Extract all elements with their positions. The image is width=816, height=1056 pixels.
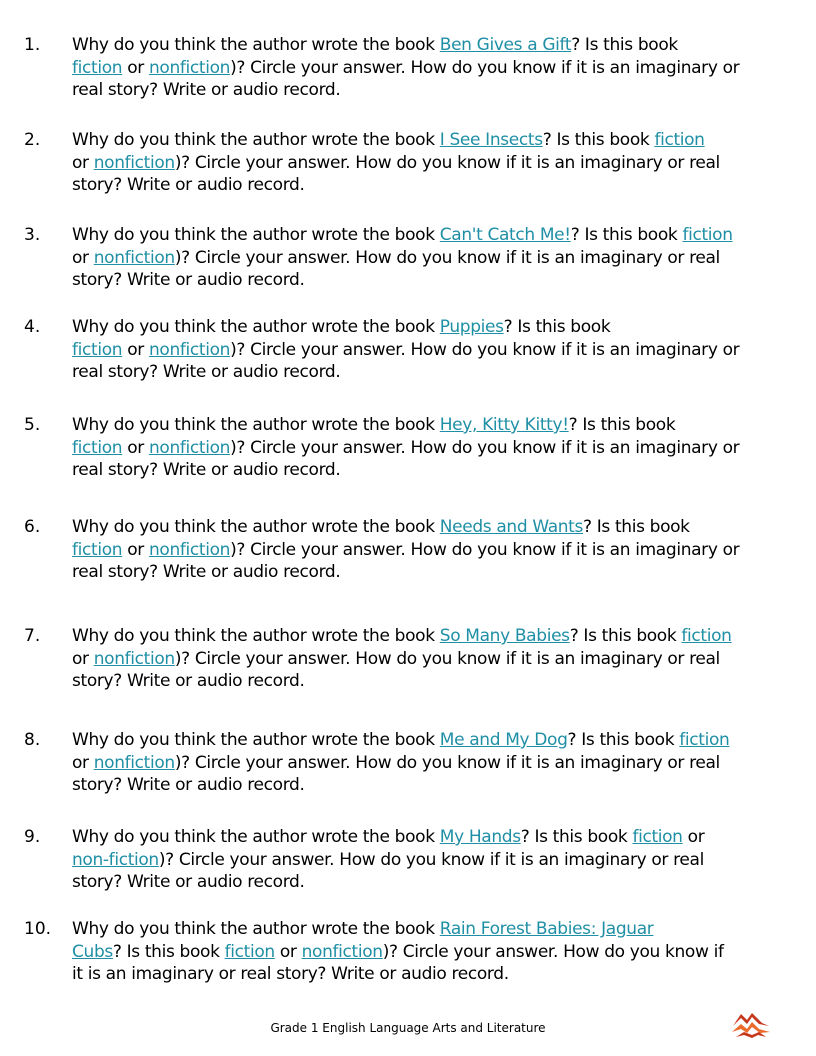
- question-number: 3.: [24, 225, 41, 245]
- question-number: 1.: [24, 35, 41, 55]
- book-link[interactable]: fiction: [679, 730, 730, 750]
- page-footer: Grade 1 English Language Arts and Literature: [270, 1021, 546, 1035]
- question-text-segment: Why do you think the author wrote the book: [72, 317, 440, 337]
- book-link[interactable]: Rain Forest Babies: Jaguar: [439, 919, 654, 939]
- book-link[interactable]: non-fiction: [72, 849, 159, 870]
- question-text-segment: real story? Write or audio record.: [72, 460, 341, 480]
- question-text-segment: real story? Write or audio record.: [72, 362, 341, 382]
- book-link[interactable]: Ben Gives a Gift: [439, 35, 572, 55]
- book-link[interactable]: Puppies: [439, 317, 504, 337]
- question-text-segment: )? Circle your answer. How do you know if: [382, 941, 724, 962]
- book-link[interactable]: Cubs: [72, 941, 113, 962]
- question-text-segment: it is an imaginary or real story? Write or audio record.: [72, 964, 509, 984]
- question-text-segment: Why do you think the author wrote the book: [72, 626, 440, 646]
- question-text-segment: ? Is this book: [571, 35, 678, 55]
- question-text-segment: or: [122, 339, 149, 360]
- book-link[interactable]: nonfiction: [301, 941, 383, 962]
- question-text: [72, 826, 794, 894]
- question-text: [72, 129, 794, 197]
- question-text-segment: )? Circle your answer. How do you know if it is an imaginary or: [230, 539, 740, 560]
- book-link[interactable]: nonfiction: [93, 247, 175, 268]
- question-text-segment: story? Write or audio record.: [72, 270, 305, 290]
- question-text-segment: or: [274, 941, 302, 962]
- question-text-segment: or: [72, 152, 94, 173]
- question-number: 6.: [24, 517, 41, 537]
- question-text-segment: Why do you think the author wrote the book: [72, 35, 440, 55]
- question-text-segment: real story? Write or audio record.: [72, 80, 341, 100]
- book-link[interactable]: fiction: [72, 437, 123, 458]
- question-text-segment: Why do you think the author wrote the book: [72, 517, 440, 537]
- question-number: 4.: [24, 317, 41, 337]
- question-text-segment: ? Is this book: [569, 626, 682, 646]
- question-text-segment: story? Write or audio record.: [72, 175, 305, 195]
- book-link[interactable]: fiction: [72, 339, 123, 360]
- question-text-segment: )? Circle your answer. How do you know if it is an imaginary or: [230, 57, 740, 78]
- mountains-logo-icon: [732, 1012, 770, 1038]
- book-link[interactable]: nonfiction: [93, 152, 175, 173]
- book-link[interactable]: nonfiction: [148, 437, 231, 458]
- question-text-segment: )? Circle your answer. How do you know if it is an imaginary or real: [174, 152, 720, 173]
- book-link[interactable]: Me and My Dog: [439, 730, 568, 750]
- question-text: [72, 34, 794, 102]
- question-number: 2.: [24, 130, 41, 150]
- question-text-segment: ? Is this book: [583, 517, 690, 537]
- question-text-segment: Why do you think the author wrote the book: [72, 225, 440, 245]
- question-text-segment: Why do you think the author wrote the book: [72, 130, 440, 150]
- question-text-segment: Why do you think the author wrote the book: [72, 730, 440, 750]
- question-text: [72, 625, 794, 693]
- question-text-segment: ? Is this book: [520, 827, 633, 847]
- question-text-segment: )? Circle your answer. How do you know if it is an imaginary or real: [174, 247, 720, 268]
- question-text-segment: Why do you think the author wrote the book: [72, 827, 440, 847]
- book-link[interactable]: fiction: [632, 827, 683, 847]
- question-text-segment: ? Is this book: [570, 225, 683, 245]
- question-text-segment: story? Write or audio record.: [72, 671, 305, 691]
- book-link[interactable]: nonfiction: [93, 752, 175, 773]
- question-text-segment: )? Circle your answer. How do you know if it is an imaginary or real: [174, 752, 720, 773]
- question-text-segment: ? Is this book: [568, 415, 676, 435]
- book-link[interactable]: nonfiction: [148, 339, 231, 360]
- question-text: [72, 414, 794, 482]
- book-link[interactable]: Needs and Wants: [439, 517, 584, 537]
- book-link[interactable]: Hey, Kitty Kitty!: [439, 415, 569, 435]
- book-link[interactable]: fiction: [681, 626, 732, 646]
- book-link[interactable]: nonfiction: [148, 539, 231, 560]
- question-text-segment: or: [122, 437, 149, 458]
- book-link[interactable]: fiction: [654, 130, 705, 150]
- book-link[interactable]: nonfiction: [148, 57, 231, 78]
- question-text-segment: Why do you think the author wrote the book: [72, 415, 440, 435]
- question-text: [72, 918, 794, 986]
- question-text: [72, 224, 794, 292]
- question-number: 5.: [24, 415, 41, 435]
- question-text: [72, 316, 794, 384]
- question-text: [72, 729, 794, 797]
- question-text-segment: or: [72, 648, 94, 669]
- question-number: 8.: [24, 730, 41, 750]
- question-text-segment: )? Circle your answer. How do you know if it is an imaginary or real: [158, 849, 704, 870]
- question-text-segment: ? Is this book: [503, 317, 611, 337]
- book-link[interactable]: I See Insects: [439, 130, 543, 150]
- book-link[interactable]: So Many Babies: [439, 626, 570, 646]
- question-text-segment: story? Write or audio record.: [72, 775, 305, 795]
- question-text-segment: ? Is this book: [112, 941, 225, 962]
- book-link[interactable]: fiction: [72, 57, 123, 78]
- book-link[interactable]: nonfiction: [93, 648, 175, 669]
- question-text-segment: story? Write or audio record.: [72, 872, 305, 892]
- question-number: 9.: [24, 827, 41, 847]
- question-text-segment: or: [122, 57, 149, 78]
- question-text-segment: real story? Write or audio record.: [72, 562, 341, 582]
- question-text-segment: ? Is this book: [567, 730, 680, 750]
- question-text-segment: or: [682, 827, 705, 847]
- question-text-segment: or: [122, 539, 149, 560]
- book-link[interactable]: Can't Catch Me!: [439, 225, 571, 245]
- question-text: [72, 516, 794, 584]
- question-text-segment: )? Circle your answer. How do you know if it is an imaginary or: [230, 339, 740, 360]
- question-text-segment: )? Circle your answer. How do you know if it is an imaginary or real: [174, 648, 720, 669]
- book-link[interactable]: fiction: [682, 225, 733, 245]
- question-text-segment: Why do you think the author wrote the book: [72, 919, 440, 939]
- question-text-segment: or: [72, 247, 94, 268]
- question-number: 10.: [24, 919, 52, 939]
- book-link[interactable]: fiction: [72, 539, 123, 560]
- book-link[interactable]: My Hands: [439, 827, 521, 847]
- question-text-segment: or: [72, 752, 94, 773]
- question-text-segment: )? Circle your answer. How do you know if it is an imaginary or: [230, 437, 740, 458]
- book-link[interactable]: fiction: [224, 941, 275, 962]
- question-text-segment: ? Is this book: [542, 130, 655, 150]
- question-number: 7.: [24, 626, 41, 646]
